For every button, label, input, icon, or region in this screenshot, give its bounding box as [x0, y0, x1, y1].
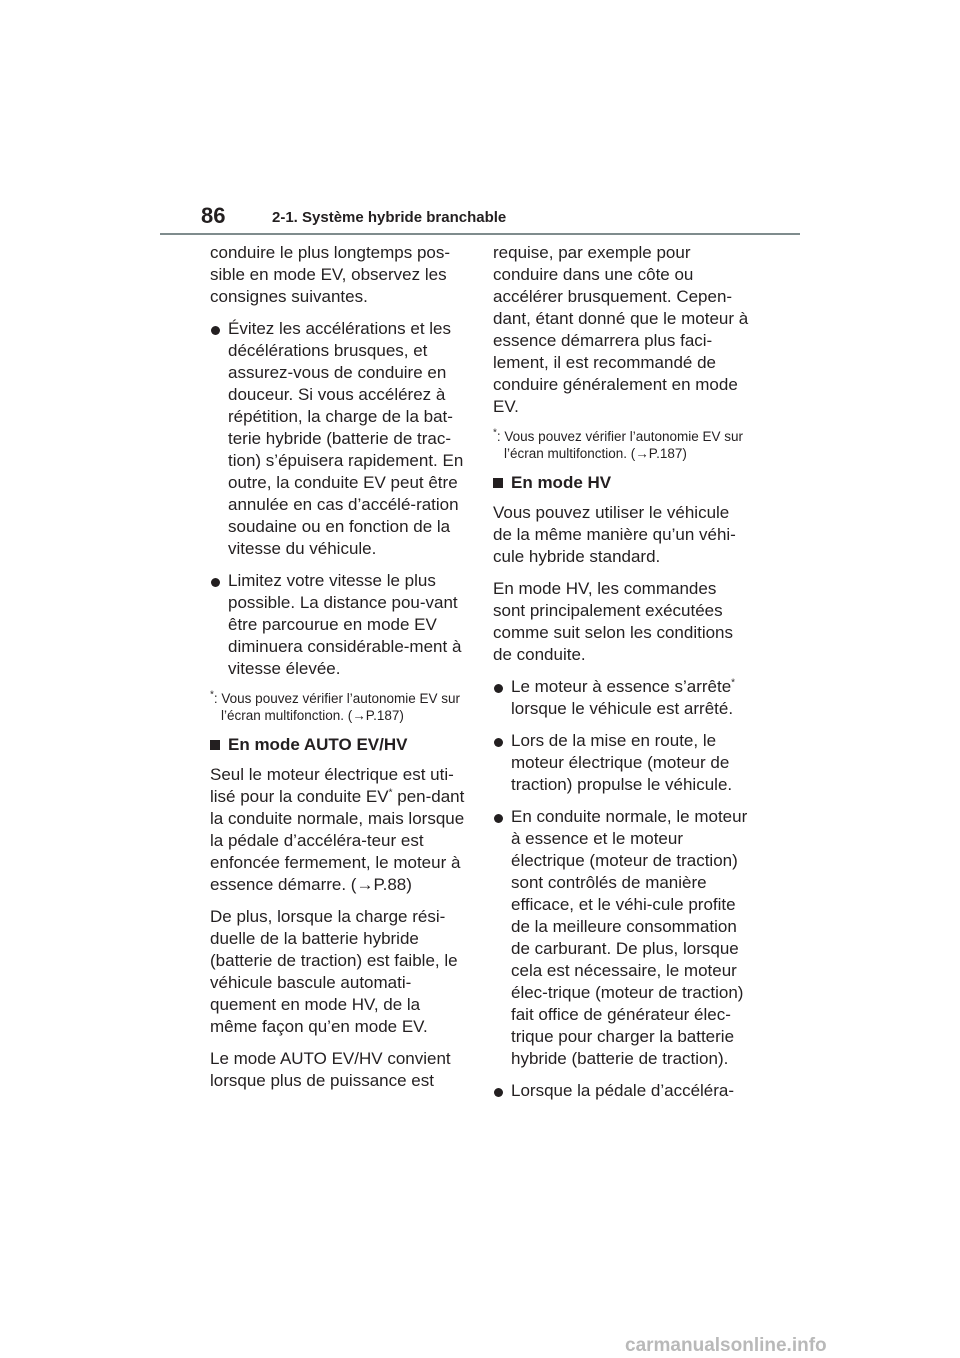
square-icon	[493, 478, 503, 488]
bullet-text: Limitez votre vitesse le plus possible. La distance pou-vant être parcourue en mode EV diminuera considérable-ment à vitesse élevée.	[228, 571, 462, 678]
header-divider	[160, 233, 800, 235]
footnote-text: : Vous pouvez vérifier l’autonomie EV sur l’écran multifonction. (→P.187)	[213, 691, 461, 723]
paragraph	[210, 764, 468, 896]
list-item	[493, 730, 751, 796]
bullet-icon	[494, 1088, 503, 1097]
paragraph: Vous pouvez utiliser le véhicule de la même manière qu’un véhi-cule hybride standard.	[493, 503, 736, 566]
watermark: carmanualsonline.info	[625, 1335, 827, 1356]
list-item	[493, 1080, 751, 1102]
heading-text: En mode HV	[511, 473, 612, 492]
bullet-text: Lorsque la pédale d’accéléra-	[511, 1081, 735, 1100]
bullet-text: Lors de la mise en route, le moteur électrique (moteur de traction) propulse le véhicule.	[511, 731, 733, 794]
bullet-icon	[211, 326, 220, 335]
intro-paragraph: conduire le plus longtemps pos-sible en mode EV, observez les consignes suivantes.	[210, 243, 451, 306]
paragraph: En mode HV, les commandes sont principalement exécutées comme suit selon les conditions de conduite.	[493, 579, 734, 664]
square-icon	[210, 740, 220, 750]
right-column	[493, 242, 751, 1112]
page-number: 86	[201, 203, 226, 228]
bullet-icon	[494, 814, 503, 823]
bullet-text: lorsque le véhicule est arrêté.	[511, 699, 734, 718]
bullet-icon	[494, 684, 503, 693]
bullet-text: En conduite normale, le moteur à essence et le moteur électrique (moteur de traction) sont contrôlés de manière efficace, et le véhi-cule profite de la meilleure consommation de carburant. De plus, lorsque cela est nécessaire, le moteur élec-trique (moteur de traction) fait office de générateur élec-trique pour charger la batterie hybride (batterie de traction).	[511, 807, 748, 1068]
bullet-icon	[211, 578, 220, 587]
section-title: 2-1. Système hybride branchable	[272, 209, 507, 226]
bullet-icon	[494, 738, 503, 747]
heading-text: En mode AUTO EV/HV	[228, 735, 408, 754]
paragraph: Le mode AUTO EV/HV convient lorsque plus de puissance est	[210, 1049, 451, 1090]
footnote	[493, 428, 751, 462]
footnote-text: : Vous pouvez vérifier l’autonomie EV sur l’écran multifonction. (→P.187)	[496, 429, 744, 461]
list-item	[493, 806, 751, 1070]
bullet-text: Le moteur à essence s’arrête	[511, 677, 732, 696]
footnote-star: *	[210, 689, 214, 701]
list-item	[493, 676, 751, 720]
paragraph-text: Seul le moteur électrique est uti-lisé pour la conduite EV	[210, 765, 454, 806]
paragraph: requise, par exemple pour conduire dans une côte ou accélérer brusquement. Cepen-dant, étant donné que le moteur à essence démarrera plus faci-lement, il est recommandé de conduire généralement en mode EV.	[493, 243, 749, 416]
asterisk: *	[388, 787, 393, 799]
section-heading	[493, 472, 751, 494]
asterisk: *	[731, 677, 736, 689]
list-item	[210, 570, 468, 680]
bullet-text: Évitez les accélérations et les décélérations brusques, et assurez-vous de conduire en douceur. Si vous accélérez à répétition, la charge de la bat-terie hybride (batterie de trac-tion) s’épuisera rapidement. En outre, la conduite EV peut être annulée en cas d’accélé-ration soudaine ou en fonction de la vitesse du véhicule.	[228, 319, 464, 558]
section-heading	[210, 734, 468, 756]
footnote-star: *	[493, 427, 497, 439]
paragraph-text: pen-dant la conduite normale, mais lorsque la pédale d’accéléra-teur est enfoncée fermement, le moteur à essence démarre. (→P.88)	[210, 787, 465, 894]
list-item	[210, 318, 468, 560]
left-column	[210, 242, 468, 1102]
paragraph: De plus, lorsque la charge rési-duelle de la batterie hybride (batterie de traction) est faible, le véhicule bascule automati-quement en mode HV, de la même façon qu’en mode EV.	[210, 907, 458, 1036]
footnote	[210, 690, 468, 724]
